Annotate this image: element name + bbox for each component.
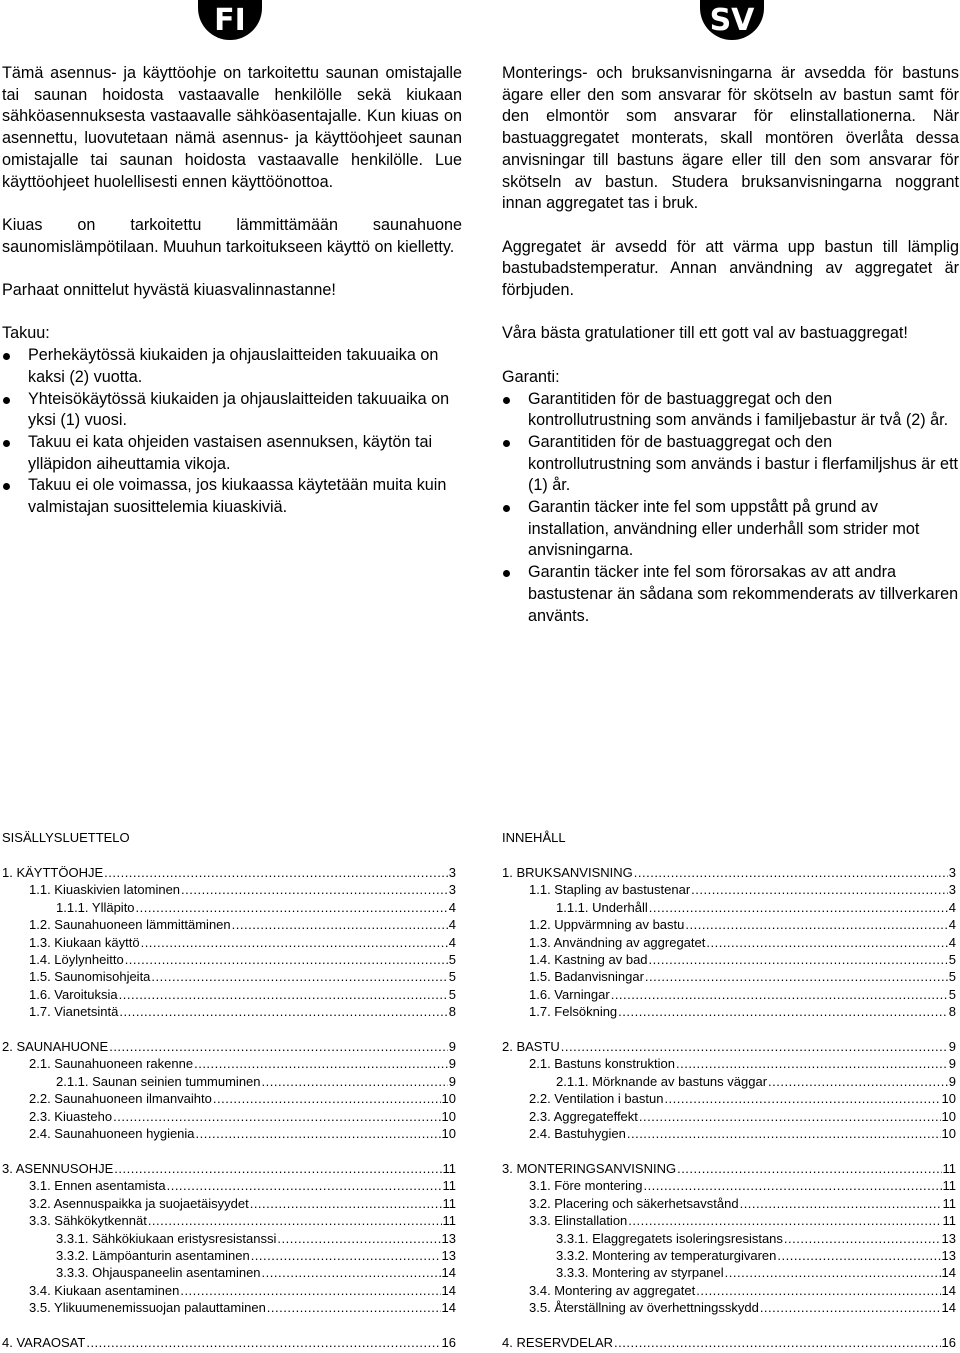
warranty-item: Takuu ei kata ohjeiden vastaisen asennuksen, käytön tai ylläpidon aiheuttamia vikoja. — [2, 432, 462, 475]
toc-entry-page: 11 — [442, 1195, 456, 1211]
toc-entry-page: 10 — [441, 1126, 456, 1142]
toc-entry-page: 13 — [941, 1247, 956, 1263]
toc-entry-title: 3.2. Asennuspaikka ja suojaetäisyydet — [29, 1195, 249, 1211]
toc-entry-page: 13 — [441, 1230, 456, 1246]
toc-entry-title: 1.7. Vianetsintä — [29, 1004, 119, 1020]
toc-entry-title: 2. BASTU — [502, 1039, 560, 1055]
toc-entry-title: 3. MONTERINGSANVISNING — [502, 1160, 677, 1176]
toc-entry[interactable] — [2, 1125, 456, 1142]
toc-entry[interactable] — [2, 899, 456, 916]
toc-dot-leader — [645, 968, 948, 985]
toc-entry[interactable] — [502, 1282, 956, 1299]
toc-dot-leader — [618, 1003, 948, 1020]
toc-entry[interactable] — [502, 1108, 956, 1125]
warranty-label: Takuu: — [2, 324, 50, 343]
toc-entry[interactable] — [502, 1055, 956, 1072]
toc-entry-title: 2.1. Bastuns konstruktion — [529, 1056, 675, 1072]
toc-entry-page: 9 — [448, 1039, 456, 1055]
toc-entry-title: 1.5. Saunomisohjeita — [29, 969, 151, 985]
toc-entry-title: 2.4. Saunahuoneen hygienia — [29, 1126, 195, 1142]
toc-entry-title: 3. ASENNUSOHJE — [2, 1160, 114, 1176]
toc-entry-page: 14 — [941, 1265, 956, 1281]
congratulations-text: Våra bästa gratulationer till ett gott val av bastuaggregat! — [502, 324, 908, 343]
toc-dot-leader — [148, 1212, 442, 1229]
toc-section — [2, 1334, 456, 1351]
toc-entry-title: 2.3. Aggregateffekt — [529, 1108, 638, 1124]
toc-entry[interactable] — [502, 1073, 956, 1090]
toc-dot-leader — [232, 916, 448, 933]
toc-entry[interactable] — [502, 1160, 956, 1177]
toc-entry-page: 13 — [941, 1230, 956, 1246]
toc-dot-leader — [784, 1230, 941, 1247]
toc-entry-title: 1.3. Kiukaan käyttö — [29, 934, 140, 950]
toc-entry-page: 14 — [441, 1300, 456, 1316]
toc-entry-title: 1.2. Saunahuoneen lämmittäminen — [29, 917, 231, 933]
toc-entry-title: 3.2. Placering och säkerhetsavstånd — [529, 1195, 739, 1211]
toc-dot-leader — [104, 864, 448, 881]
toc-entry-title: 4. RESERVDELAR — [502, 1334, 614, 1350]
toc-dot-leader — [119, 1003, 447, 1020]
toc-entry-title: 3.4. Montering av aggregatet — [529, 1282, 696, 1298]
toc-dot-leader — [561, 1038, 948, 1055]
toc-entry[interactable] — [502, 864, 956, 881]
warranty-item: Garantitiden för de bastuaggregat och den kontrollutrustning som används i bastur i flerfamiljshus är ett (1) år. — [502, 432, 959, 497]
toc-entry-page: 10 — [441, 1091, 456, 1107]
toc-entry-title: 3.3.3. Montering av styrpanel — [556, 1265, 724, 1281]
warranty-label: Garanti: — [502, 367, 560, 386]
toc-entry-page: 11 — [942, 1160, 956, 1176]
toc-dot-leader — [691, 881, 948, 898]
warranty-item: Takuu ei ole voimassa, jos kiukaassa käytetään muita kuin valmistajan suosittelemia kiuaskiviä. — [2, 475, 462, 518]
toc-entry-page: 5 — [448, 969, 456, 985]
toc-dot-leader — [250, 1195, 442, 1212]
toc-dot-leader — [196, 1125, 441, 1142]
toc-entry-page: 5 — [948, 952, 956, 968]
toc-entry[interactable] — [502, 1177, 956, 1194]
toc-entry-page: 9 — [448, 1073, 456, 1089]
toc-dot-leader — [760, 1299, 941, 1316]
toc-entry[interactable] — [502, 1125, 956, 1142]
language-badge-fi: FI — [198, 0, 262, 40]
toc-dot-leader — [677, 1160, 941, 1177]
toc-entry[interactable] — [502, 881, 956, 898]
toc-dot-leader — [628, 1212, 941, 1229]
toc-entry[interactable] — [2, 1177, 456, 1194]
table-of-contents-sv — [502, 829, 956, 1351]
toc-entry[interactable] — [502, 1003, 956, 1020]
toc-entry[interactable] — [502, 1334, 956, 1351]
toc-section — [2, 1038, 456, 1142]
toc-entry-page: 11 — [442, 1213, 456, 1229]
toc-entry[interactable] — [2, 1195, 456, 1212]
toc-entry[interactable] — [2, 1282, 456, 1299]
toc-entry[interactable] — [502, 916, 956, 933]
toc-entry-title: 3.3.3. Ohjauspaneelin asentaminen — [56, 1265, 261, 1281]
toc-entry[interactable] — [2, 1003, 456, 1020]
toc-entry[interactable] — [2, 1299, 456, 1316]
toc-title: SISÄLLYSLUETTELO — [2, 830, 130, 845]
toc-entry-page: 9 — [448, 1056, 456, 1072]
toc-entry-page: 16 — [441, 1334, 456, 1350]
toc-entry-page: 4 — [948, 899, 956, 915]
toc-entry[interactable] — [2, 916, 456, 933]
toc-section — [502, 864, 956, 1021]
swedish-column — [502, 63, 959, 627]
toc-dot-leader — [251, 1247, 441, 1264]
toc-entry-page: 9 — [948, 1039, 956, 1055]
toc-entry-title: 3.1. Ennen asentamista — [29, 1178, 166, 1194]
toc-entry-page: 14 — [941, 1300, 956, 1316]
toc-entry-title: 1. BRUKSANVISNING — [502, 865, 633, 880]
toc-dot-leader — [676, 1055, 948, 1072]
toc-entry-page: 8 — [948, 1004, 956, 1020]
purpose-paragraph: Aggregatet är avsedd för att värma upp bastun till lämplig bastubadstemperatur. Annan användning av aggregatet är förbjuden. — [502, 237, 959, 300]
toc-dot-leader — [180, 1282, 440, 1299]
toc-entry[interactable] — [2, 1247, 456, 1264]
toc-dot-leader — [639, 1108, 941, 1125]
toc-entry-title: 3.5. Återställning av överhettningsskydd — [529, 1300, 759, 1316]
toc-entry[interactable] — [2, 1264, 456, 1281]
toc-dot-leader — [136, 899, 448, 916]
toc-entry[interactable] — [502, 1090, 956, 1107]
toc-entry-title: 4. VARAOSAT — [2, 1334, 86, 1350]
toc-section — [2, 864, 456, 1021]
toc-entry-title: 2.1. Saunahuoneen rakenne — [29, 1056, 194, 1072]
toc-title: INNEHÅLL — [502, 830, 566, 845]
toc-entry-page: 4 — [948, 934, 956, 950]
toc-entry-title: 3.3. Elinstallation — [529, 1213, 628, 1229]
toc-dot-leader — [614, 1334, 941, 1351]
toc-entry[interactable] — [2, 934, 456, 951]
toc-entry-title: 1.2. Uppvärmning av bastu — [529, 917, 685, 933]
warranty-list — [502, 389, 959, 628]
toc-entry[interactable] — [2, 1073, 456, 1090]
toc-entry-title: 2. SAUNAHUONE — [2, 1039, 109, 1055]
warranty-item: Garantitiden för de bastuaggregat och den kontrollutrustning som används i familjebastur är två (2) år. — [502, 389, 959, 432]
toc-entry-title: 1.6. Varoituksia — [29, 986, 118, 1002]
toc-entry-page: 14 — [441, 1282, 456, 1298]
toc-entry-title: 2.1.1. Mörknande av bastuns väggar — [556, 1073, 768, 1089]
toc-entry-page: 5 — [948, 986, 956, 1002]
toc-dot-leader — [113, 1108, 440, 1125]
toc-entry[interactable] — [2, 1160, 456, 1177]
finnish-column — [2, 63, 462, 519]
toc-dot-leader — [649, 899, 948, 916]
toc-dot-leader — [109, 1038, 448, 1055]
toc-entry-title: 1.4. Kastning av bad — [529, 952, 648, 968]
toc-section — [2, 1160, 456, 1317]
toc-dot-leader — [262, 1073, 448, 1090]
toc-entry-page: 3 — [448, 882, 456, 898]
toc-dot-leader — [181, 881, 448, 898]
toc-dot-leader — [119, 986, 448, 1003]
toc-entry-page: 5 — [948, 969, 956, 985]
toc-dot-leader — [664, 1090, 940, 1107]
toc-entry-page: 10 — [941, 1108, 956, 1124]
toc-section — [502, 1160, 956, 1317]
toc-section — [502, 1334, 956, 1351]
toc-entry[interactable] — [2, 968, 456, 985]
toc-dot-leader — [213, 1090, 441, 1107]
toc-entry[interactable] — [2, 1038, 456, 1055]
toc-dot-leader — [777, 1247, 940, 1264]
warranty-item: Garantin täcker inte fel som uppstått på grund av installation, användning eller underhåll som strider mot anvisningarna. — [502, 497, 959, 562]
toc-entry-title: 3.5. Ylikuumenemissuojan palauttaminen — [29, 1300, 266, 1316]
toc-entry-title: 3.3.2. Montering av temperaturgivaren — [556, 1247, 777, 1263]
toc-entry-title: 1.4. Löylynheitto — [29, 952, 124, 968]
toc-dot-leader — [277, 1230, 440, 1247]
toc-entry-page: 11 — [942, 1213, 956, 1229]
toc-dot-leader — [685, 916, 947, 933]
toc-entry-title: 2.4. Bastuhygien — [529, 1126, 626, 1142]
toc-entry[interactable] — [502, 1264, 956, 1281]
toc-entry[interactable] — [502, 1038, 956, 1055]
toc-dot-leader — [696, 1282, 940, 1299]
toc-entry-page: 16 — [941, 1334, 956, 1350]
toc-entry[interactable] — [502, 1247, 956, 1264]
toc-entry-title: 1.6. Varningar — [529, 986, 610, 1002]
toc-entry-title: 3.3.2. Lämpöanturin asentaminen — [56, 1247, 250, 1263]
toc-entry-page: 5 — [448, 986, 456, 1002]
toc-entry-page: 9 — [948, 1073, 956, 1089]
toc-entry[interactable] — [2, 1230, 456, 1247]
table-of-contents-fi — [2, 829, 456, 1351]
toc-entry-page: 3 — [448, 865, 456, 880]
toc-entry-page: 9 — [948, 1056, 956, 1072]
toc-dot-leader — [768, 1073, 948, 1090]
toc-entry-page: 11 — [442, 1160, 456, 1176]
toc-entry-page: 10 — [441, 1108, 456, 1124]
toc-entry[interactable] — [2, 1108, 456, 1125]
toc-dot-leader — [86, 1334, 440, 1351]
toc-entry-page: 4 — [448, 917, 456, 933]
toc-entry-title: 3.3.1. Elaggregatets isoleringsresistans — [556, 1230, 783, 1246]
toc-dot-leader — [725, 1264, 941, 1281]
toc-entry-title: 2.2. Saunahuoneen ilmanvaihto — [29, 1091, 212, 1107]
toc-entry-page: 3 — [948, 882, 956, 898]
toc-entry-title: 3.1. Före montering — [529, 1178, 643, 1194]
intro-paragraph: Monterings- och bruksanvisningarna är avsedda för bastuns ägare eller den som ansvarar för skötseln av bastun samt för den elmontör som ansvarar för elinstallationerna. När bastuaggregatet monterats, skall montören överlåta dessa anvisningar till bastuns ägare eller till den som ansvarar för skötseln av bastun. Studera bruksanvisningarna noggrant innan aggregatet tas i bruk. — [502, 64, 959, 213]
toc-entry-title: 1.1. Kiuaskivien latominen — [29, 882, 181, 898]
toc-entry[interactable] — [502, 1212, 956, 1229]
toc-entry[interactable] — [502, 986, 956, 1003]
toc-entry-page: 5 — [448, 952, 456, 968]
toc-entry-page: 14 — [941, 1282, 956, 1298]
toc-entry-page: 4 — [948, 917, 956, 933]
warranty-list — [2, 345, 462, 519]
toc-entry-title: 2.1.1. Saunan seinien tummuminen — [56, 1073, 261, 1089]
toc-dot-leader — [643, 1177, 941, 1194]
toc-dot-leader — [611, 986, 948, 1003]
toc-dot-leader — [151, 968, 447, 985]
toc-entry-title: 1.1.1. Underhåll — [556, 899, 648, 915]
toc-entry[interactable] — [502, 934, 956, 951]
toc-entry[interactable] — [502, 1195, 956, 1212]
warranty-item: Yhteisökäytössä kiukaiden ja ohjauslaitteiden takuuaika on yksi (1) vuosi. — [2, 389, 462, 432]
toc-entry[interactable] — [2, 951, 456, 968]
toc-dot-leader — [167, 1177, 442, 1194]
toc-entry[interactable] — [502, 968, 956, 985]
toc-entry-title: 2.2. Ventilation i bastun — [529, 1091, 664, 1107]
toc-entry-page: 10 — [941, 1126, 956, 1142]
toc-entry-page: 14 — [441, 1265, 456, 1281]
toc-entry[interactable] — [2, 986, 456, 1003]
toc-dot-leader — [649, 951, 948, 968]
toc-entry-page: 11 — [442, 1178, 456, 1194]
toc-entry-title: 3.4. Kiukaan asentaminen — [29, 1282, 180, 1298]
toc-entry-page: 4 — [448, 899, 456, 915]
toc-entry-page: 11 — [942, 1195, 956, 1211]
purpose-paragraph: Kiuas on tarkoitettu lämmittämään saunahuone saunomislämpötilaan. Muuhun tarkoitukseen käyttö on kielletty. — [2, 215, 462, 256]
toc-section — [502, 1038, 956, 1142]
toc-entry-page: 3 — [948, 865, 956, 880]
congratulations-text: Parhaat onnittelut hyvästä kiuasvalinnastanne! — [2, 281, 336, 299]
toc-dot-leader — [740, 1195, 942, 1212]
toc-entry-page: 4 — [448, 934, 456, 950]
toc-entry[interactable] — [2, 864, 456, 881]
toc-entry[interactable] — [2, 1212, 456, 1229]
toc-dot-leader — [706, 934, 947, 951]
toc-entry[interactable] — [502, 951, 956, 968]
toc-entry[interactable] — [502, 1299, 956, 1316]
toc-entry[interactable] — [502, 1230, 956, 1247]
toc-entry-title: 1.1.1. Ylläpito — [56, 899, 135, 915]
toc-entry[interactable] — [2, 1334, 456, 1351]
toc-entry-page: 11 — [942, 1178, 956, 1194]
toc-entry[interactable] — [2, 1055, 456, 1072]
toc-entry[interactable] — [2, 1090, 456, 1107]
toc-entry[interactable] — [502, 899, 956, 916]
toc-entry-title: 1.1. Stapling av bastustenar — [529, 882, 691, 898]
toc-dot-leader — [141, 934, 448, 951]
language-badge-sv: SV — [700, 0, 764, 40]
toc-entry-title: 2.3. Kiuasteho — [29, 1108, 113, 1124]
toc-dot-leader — [267, 1299, 441, 1316]
toc-entry-page: 10 — [941, 1091, 956, 1107]
toc-entry-title: 1. KÄYTTÖOHJE — [2, 865, 104, 880]
toc-entry-title: 3.3. Sähkökytkennät — [29, 1213, 147, 1229]
toc-entry-page: 8 — [448, 1004, 456, 1020]
toc-dot-leader — [634, 864, 948, 881]
toc-entry-title: 1.5. Badanvisningar — [529, 969, 644, 985]
warranty-item: Garantin täcker inte fel som förorsakas av att andra bastustenar än sådana som rekommenderats av tillverkaren använts. — [502, 562, 959, 627]
toc-entry-title: 1.7. Felsökning — [529, 1004, 618, 1020]
toc-entry[interactable] — [2, 881, 456, 898]
toc-dot-leader — [125, 951, 448, 968]
toc-dot-leader — [262, 1264, 441, 1281]
warranty-item: Perhekäytössä kiukaiden ja ohjauslaitteiden takuuaika on kaksi (2) vuotta. — [2, 345, 462, 388]
intro-paragraph: Tämä asennus- ja käyttöohje on tarkoitettu saunan omistajalle tai saunan hoidosta vastaavalle henkilölle sekä kiukaan sähköasennuksesta vastaavalle sähköasentajalle. Kun kiuas on asennettu, luovutetaan nämä asennus- ja käyttöohjeet saunan omistajalle tai saunan hoidosta vastaavalle henkilölle. Lue käyttöohjeet huolellisesti ennen käyttöönottoa. — [2, 64, 462, 191]
toc-dot-leader — [114, 1160, 441, 1177]
toc-entry-title: 3.3.1. Sähkökiukaan eristysresistanssi — [56, 1230, 277, 1246]
toc-entry-page: 13 — [441, 1247, 456, 1263]
toc-dot-leader — [194, 1055, 448, 1072]
toc-dot-leader — [627, 1125, 941, 1142]
toc-entry-title: 1.3. Användning av aggregatet — [529, 934, 706, 950]
